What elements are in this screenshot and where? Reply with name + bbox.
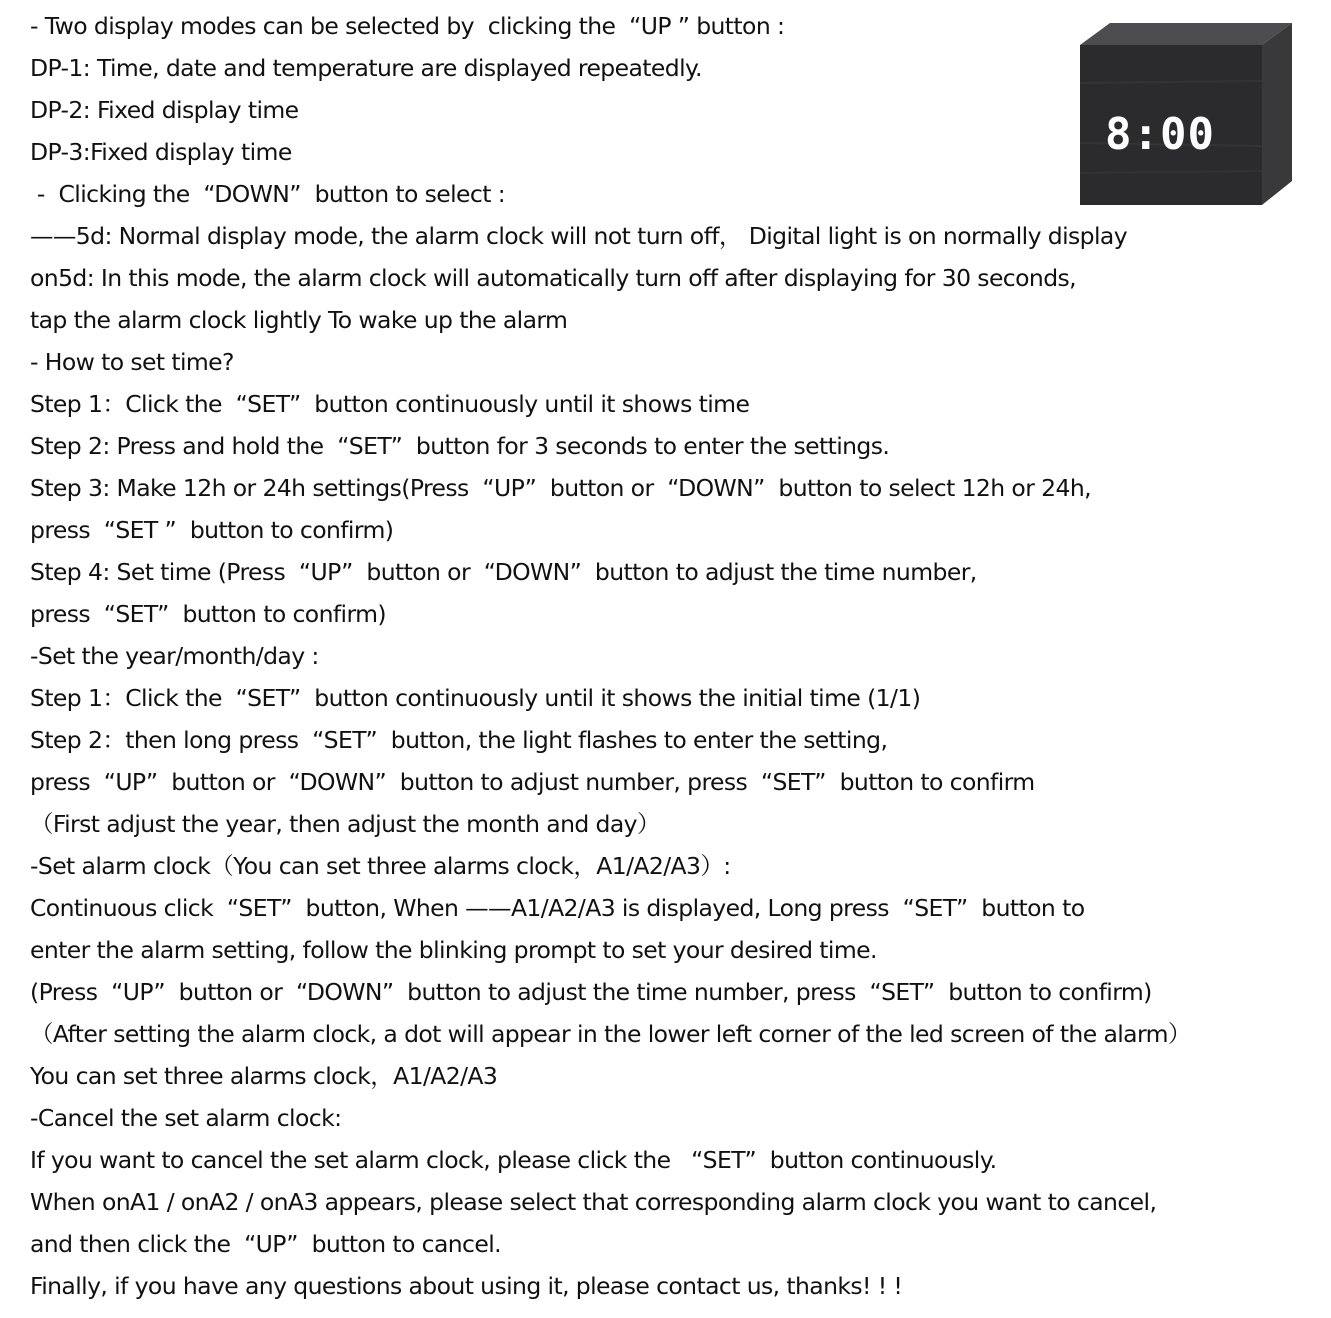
text-line: -Set the year/month/day :	[30, 642, 319, 670]
text-line: -Cancel the set alarm clock:	[30, 1104, 342, 1132]
text-line: enter the alarm setting, follow the blinking prompt to set your desired time.	[30, 936, 877, 964]
text-line: Step 3: Make 12h or 24h settings(Press “UP” button or “DOWN” button to select 12h or 24h,	[30, 474, 1092, 502]
led-display: 8:00	[1105, 109, 1215, 160]
text-line: （After setting the alarm clock, a dot will appear in the lower left corner of the led screen of the alarm）	[30, 1020, 1191, 1048]
text-line: ——5d: Normal display mode, the alarm clock will not turn off， Digital light is on normally display	[30, 222, 1128, 250]
text-line: You can set three alarms clock，A1/A2/A3	[30, 1062, 498, 1090]
text-line: Step 4: Set time (Press “UP” button or “DOWN” button to adjust the time number,	[30, 558, 977, 586]
text-line: （First adjust the year, then adjust the month and day）	[30, 810, 660, 838]
text-line: Step 2：then long press “SET” button, the light flashes to enter the setting,	[30, 726, 888, 754]
text-line: press “SET” button to confirm)	[30, 600, 386, 628]
text-line: tap the alarm clock lightly To wake up the alarm	[30, 306, 568, 334]
text-line: Step 1：Click the “SET” button continuously until it shows time	[30, 390, 750, 418]
text-line: DP-3:Fixed display time	[30, 138, 292, 166]
text-line: - How to set time?	[30, 348, 234, 376]
text-line: - Clicking the “DOWN” button to select :	[30, 180, 506, 208]
text-line: DP-2: Fixed display time	[30, 96, 299, 124]
cube-side-face	[1262, 23, 1292, 205]
text-line: (Press “UP” button or “DOWN” button to adjust the time number, press “SET” button to confirm)	[30, 978, 1152, 1006]
text-line: When onA1 / onA2 / onA3 appears, please select that corresponding alarm clock you want to cancel,	[30, 1188, 1157, 1216]
text-line: DP-1: Time, date and temperature are displayed repeatedly.	[30, 54, 702, 82]
wooden-cube-led-clock-icon	[1080, 23, 1292, 205]
text-line: press “UP” button or “DOWN” button to adjust number, press “SET” button to confirm	[30, 768, 1035, 796]
text-line: Step 1：Click the “SET” button continuously until it shows the initial time (1/1)	[30, 684, 921, 712]
cube-top-face	[1080, 23, 1292, 45]
text-line: Continuous click “SET” button, When ——A1/A2/A3 is displayed, Long press “SET” button to	[30, 894, 1085, 922]
text-line: and then click the “UP” button to cancel.	[30, 1230, 502, 1258]
text-line: -Set alarm clock（You can set three alarms clock，A1/A2/A3）:	[30, 852, 731, 880]
text-line: press “SET ” button to confirm)	[30, 516, 394, 544]
text-line: Finally, if you have any questions about using it, please contact us, thanks! ! !	[30, 1272, 903, 1300]
text-line: Step 2: Press and hold the “SET” button for 3 seconds to enter the settings.	[30, 432, 890, 460]
text-line: on5d: In this mode, the alarm clock will automatically turn off after displaying for 30 seconds,	[30, 264, 1077, 292]
text-line: If you want to cancel the set alarm clock, please click the “SET” button continuously.	[30, 1146, 997, 1174]
text-line: - Two display modes can be selected by clicking the “UP ” button :	[30, 12, 785, 40]
